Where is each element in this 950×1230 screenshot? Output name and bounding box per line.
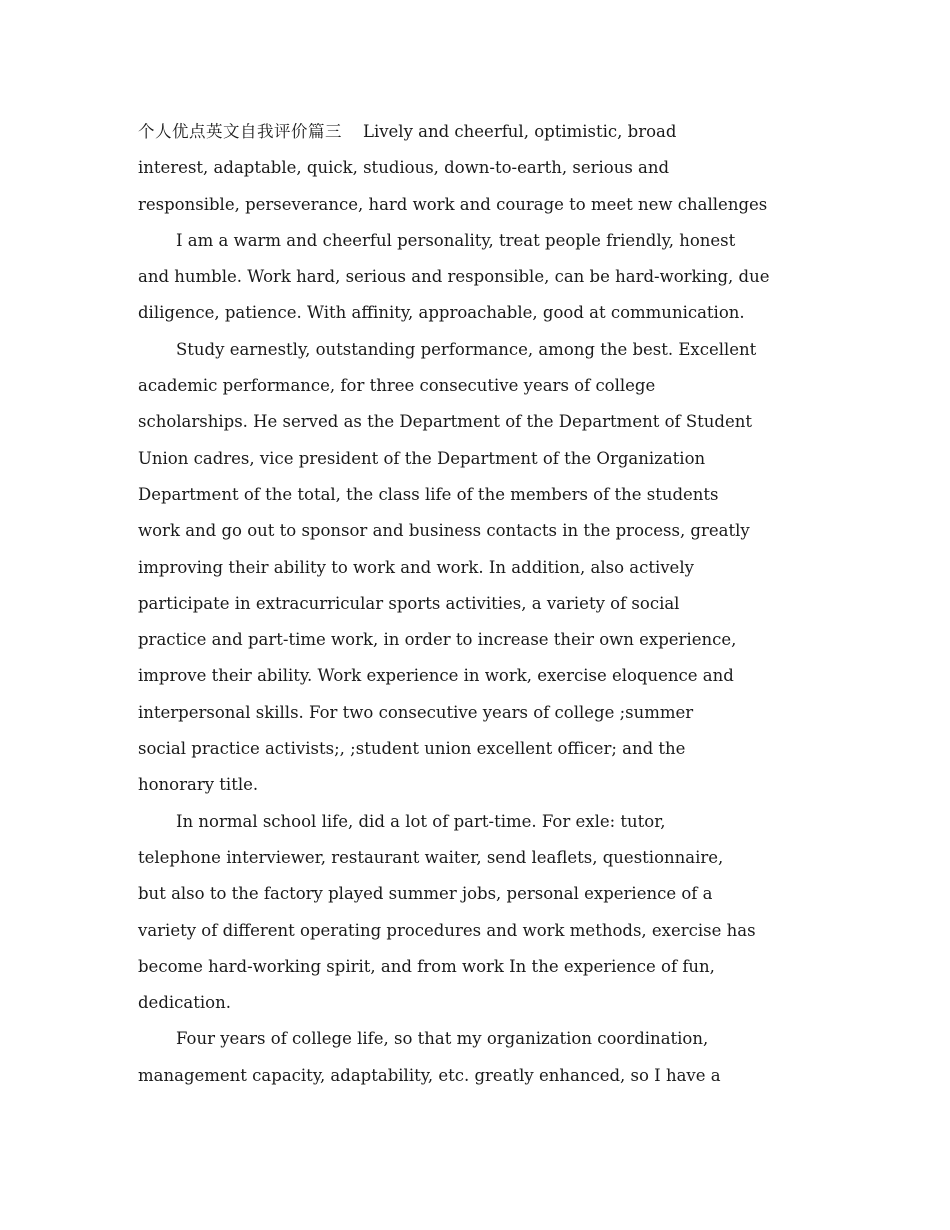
text-line: telephone interviewer, restaurant waiter, send leaflets, questionnaire,: [138, 847, 724, 867]
text-line: improve their ability. Work experience in work, exercise eloquence and: [138, 666, 734, 686]
text-line: Study earnestly, outstanding performance, among the best. Excellent: [176, 339, 757, 359]
text-line: work and go out to sponsor and business contacts in the process, greatly: [138, 521, 750, 541]
text-line: Department of the total, the class life of the members of the students: [138, 484, 719, 504]
text-line-content: Lively and cheerful, optimistic, broad: [362, 122, 677, 141]
text-line: responsible, perseverance, hard work and courage to meet new challenges: [138, 194, 768, 214]
text-line: improving their ability to work and work. In addition, also actively: [138, 557, 694, 577]
text-line: Four years of college life, so that my organization coordination,: [176, 1029, 709, 1049]
text-line: variety of different operating procedures and work methods, exercise has: [138, 920, 756, 940]
text-line: management capacity, adaptability, etc. greatly enhanced, so I have a: [138, 1065, 721, 1085]
text-line: but also to the factory played summer jobs, personal experience of a: [138, 884, 713, 904]
text-line: honorary title.: [138, 775, 259, 795]
text-line: and humble. Work hard, serious and responsible, can be hard-working, due: [138, 267, 770, 287]
text-line: Union cadres, vice president of the Department of the Organization: [138, 448, 706, 468]
text-line: scholarships. He served as the Department of the Department of Student: [138, 412, 753, 432]
document-body: [138, 114, 818, 1094]
document-title: 个人优点英文自我评价篇三: [138, 122, 342, 141]
text-line: participate in extracurricular sports activities, a variety of social: [138, 593, 680, 613]
text-line: become hard-working spirit, and from work In the experience of fun,: [138, 956, 715, 976]
text-line: [138, 114, 818, 150]
text-line: In normal school life, did a lot of part-time. For exle: tutor,: [176, 811, 666, 831]
text-line: academic performance, for three consecutive years of college: [138, 376, 656, 396]
text-line: I am a warm and cheerful personality, treat people friendly, honest: [176, 230, 736, 250]
text-line: practice and part-time work, in order to increase their own experience,: [138, 630, 737, 650]
text-line: interpersonal skills. For two consecutive years of college ;summer: [138, 702, 694, 722]
text-line: dedication.: [138, 993, 231, 1013]
text-line: social practice activists;, ;student union excellent officer; and the: [138, 739, 686, 759]
text-line: interest, adaptable, quick, studious, down-to-earth, serious and: [138, 158, 670, 178]
text-line: diligence, patience. With affinity, approachable, good at communication.: [138, 303, 745, 323]
